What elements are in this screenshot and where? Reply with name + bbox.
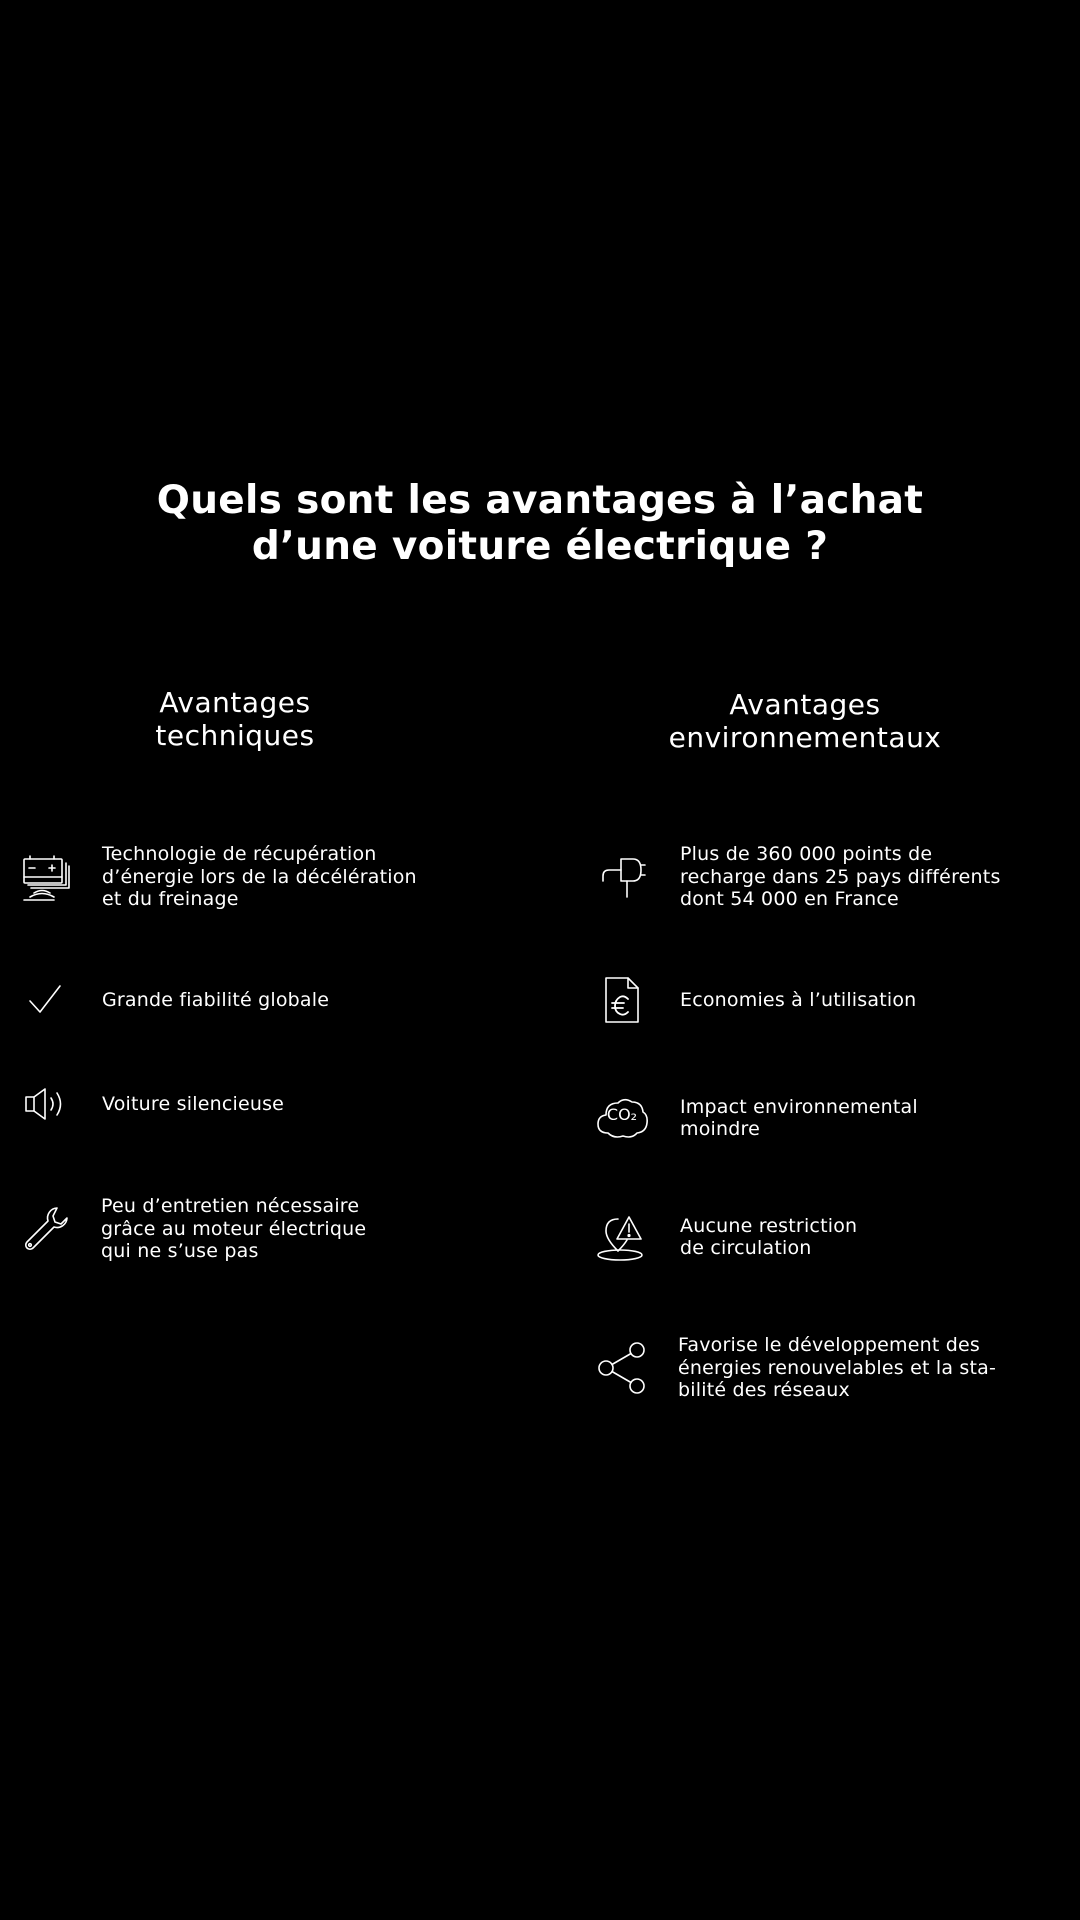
environmental-item-no-restriction-text <box>680 1215 857 1260</box>
page-title <box>0 478 1080 570</box>
location-warning-icon <box>594 1209 650 1265</box>
environmental-item-savings <box>594 972 916 1028</box>
battery-recuperation-icon <box>18 849 74 905</box>
environmental-item-no-restriction <box>594 1209 857 1265</box>
page-title-line-1: Quels sont les avantages à l’achat <box>156 478 924 523</box>
text-line: Peu d’entretien nécessaire <box>101 1195 360 1217</box>
text-line: de circulation <box>680 1237 812 1259</box>
technical-heading-line-2: techniques <box>155 719 315 752</box>
text-line: Economies à l’utilisation <box>680 988 917 1011</box>
text-line: Grande fiabilité globale <box>102 988 330 1011</box>
wrench-icon <box>18 1201 74 1257</box>
text-line: Aucune restriction <box>680 1214 858 1237</box>
text-line: moindre <box>680 1118 760 1140</box>
text-line: Technologie de récupération <box>102 843 377 865</box>
text-line: et du freinage <box>102 888 239 910</box>
technical-item-recuperation <box>18 843 417 911</box>
text-line: dont 54 000 en France <box>680 888 899 910</box>
speaker-icon <box>18 1076 74 1132</box>
environmental-item-savings-text <box>680 989 916 1012</box>
text-line: Impact environnemental <box>680 1095 918 1118</box>
environmental-advantages-heading <box>600 688 1010 754</box>
text-line: recharge dans 25 pays différents <box>680 865 1001 888</box>
text-line: Favorise le développement des <box>678 1334 980 1356</box>
technical-advantages-heading <box>40 686 430 752</box>
environmental-item-impact <box>594 1090 918 1146</box>
co2-cloud-icon <box>594 1090 650 1146</box>
charging-plug-icon <box>594 849 650 905</box>
euro-document-icon <box>594 972 650 1028</box>
co2-label: CO₂ <box>606 1105 638 1124</box>
technical-heading-line-1: Avantages <box>159 686 311 719</box>
technical-item-reliability-text <box>102 989 329 1012</box>
environmental-item-impact-text <box>680 1096 918 1141</box>
technical-item-silent-text <box>102 1093 284 1116</box>
text-line: Voiture silencieuse <box>102 1092 285 1115</box>
environmental-item-charging-points <box>594 843 1001 911</box>
network-share-icon <box>594 1340 650 1396</box>
environmental-item-charging-points-text <box>680 843 1001 911</box>
environmental-item-renewables-text <box>678 1334 996 1402</box>
text-line: grâce au moteur électrique <box>101 1217 367 1240</box>
technical-item-silent <box>18 1076 284 1132</box>
page-title-line-2: d’une voiture électrique ? <box>251 524 829 569</box>
text-line: énergies renouvelables et la sta- <box>678 1356 997 1379</box>
text-line: qui ne s’use pas <box>101 1240 259 1262</box>
environmental-item-renewables <box>594 1334 996 1402</box>
environmental-heading-line-2: environnementaux <box>668 721 942 754</box>
technical-item-recuperation-text <box>102 843 417 911</box>
technical-item-maintenance-text <box>101 1195 366 1263</box>
environmental-heading-line-1: Avantages <box>729 688 881 721</box>
technical-item-maintenance <box>18 1195 366 1263</box>
technical-item-reliability <box>18 972 329 1028</box>
text-line: bilité des réseaux <box>678 1379 850 1401</box>
checkmark-icon <box>18 972 74 1028</box>
text-line: Plus de 360 000 points de <box>680 843 933 865</box>
text-line: d’énergie lors de la décélération <box>102 865 417 888</box>
